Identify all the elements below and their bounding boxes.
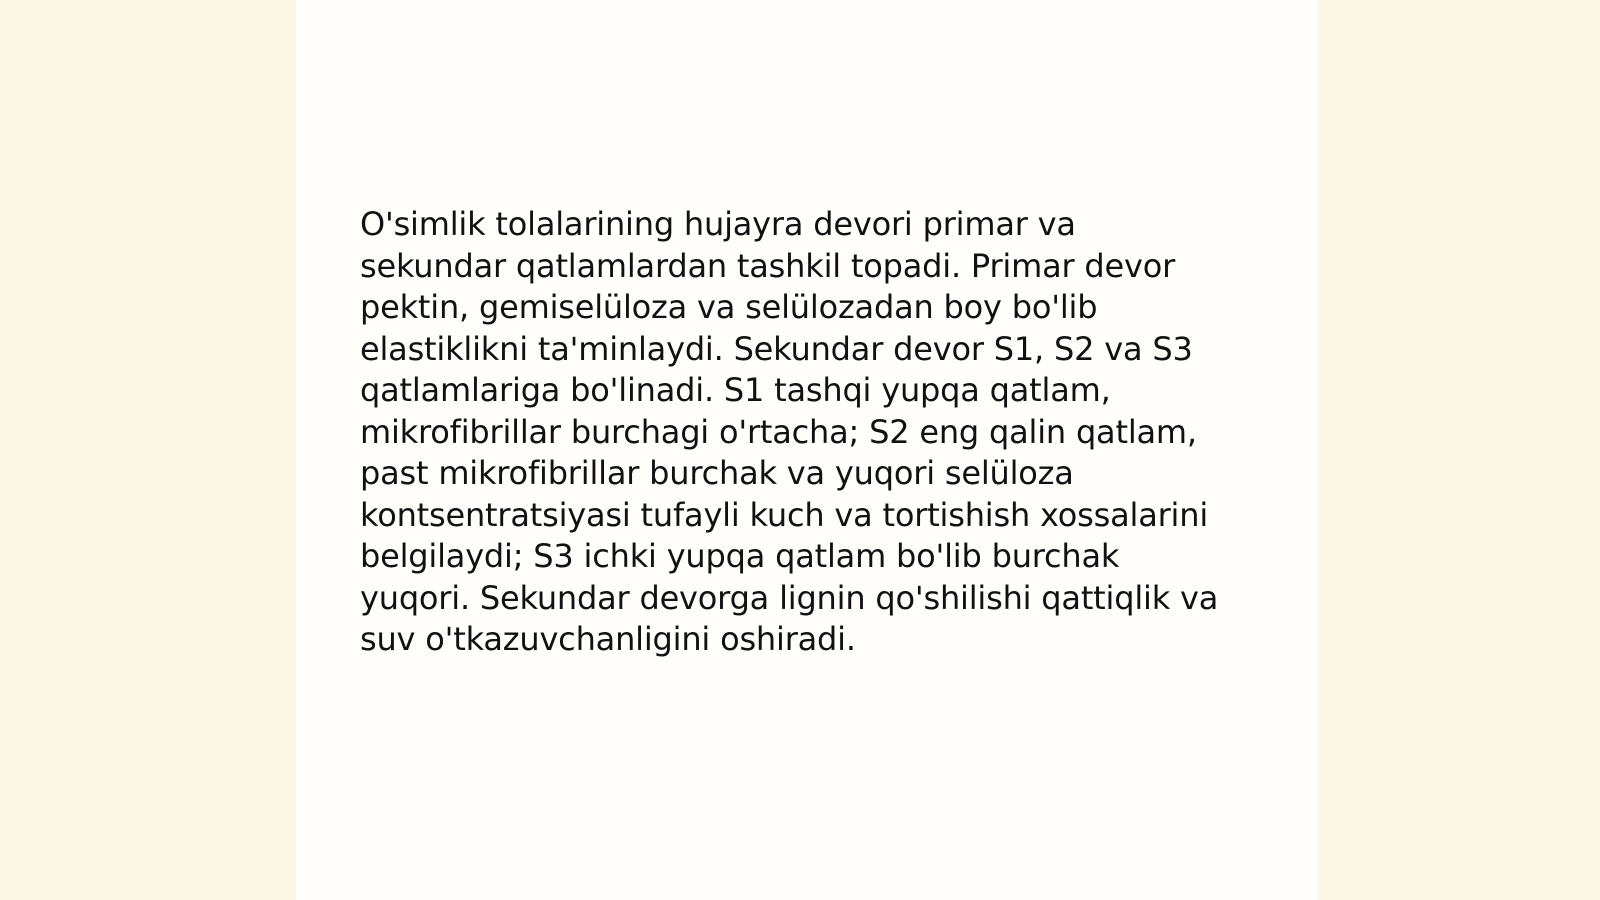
- body-paragraph: O'simlik tolalarining hujayra devori primar va sekundar qatlamlardan tashkil topadi. Primar devor pektin, gemiselüloza va selülozadan boy bo'lib elastiklikni ta'minlaydi. Sekundar devor S1, S2 va S3 qatlamlariga bo'linadi. S1 tashqi yupqa qatlam, mikrofibrillar burchagi o'rtacha; S2 eng qalin qatlam, past mikrofibrillar burchak va yuqori selüloza kontsentratsiyasi tufayli kuch va tortishish xossalarini belgilaydi; S3 ichki yupqa qatlam bo'lib burchak yuqori. Sekundar devorga lignin qo'shilishi qattiqlik va suv o'tkazuvchanligini oshiradi.: [360, 205, 1219, 658]
- left-margin: [0, 0, 296, 900]
- right-margin: [1318, 0, 1600, 900]
- document-page: [296, 0, 1318, 900]
